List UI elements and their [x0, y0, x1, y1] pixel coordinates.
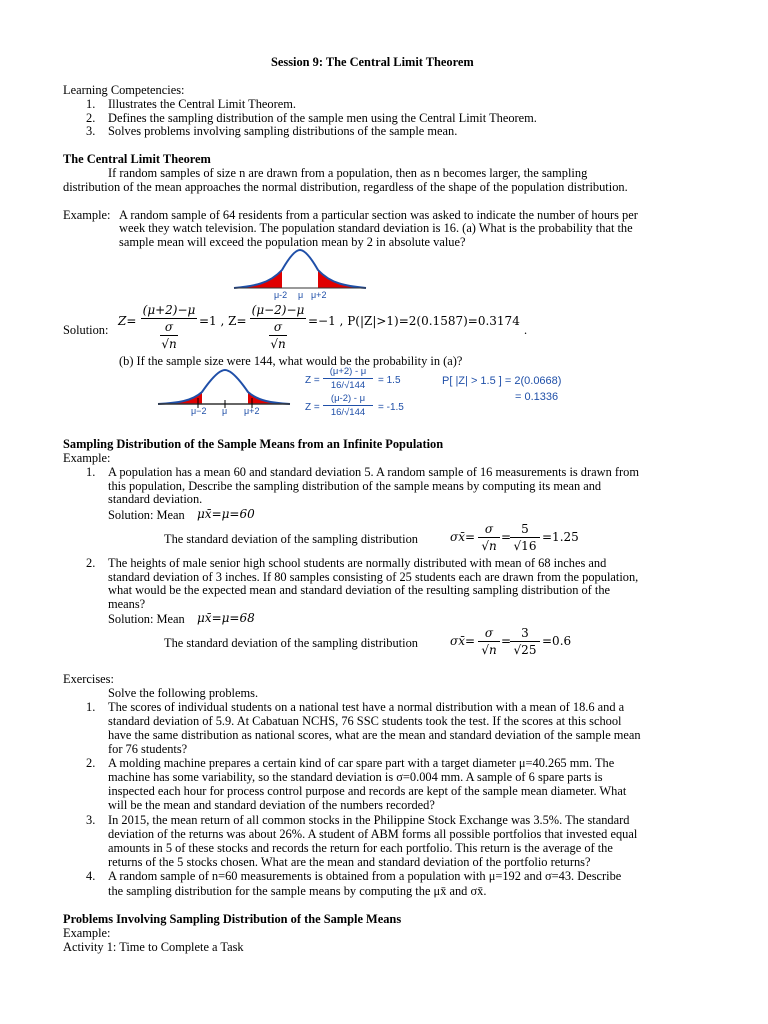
- fraction-subdenominator: √n: [270, 337, 286, 351]
- competency-item: Defines the sampling distribution of the sample men using the Central Limit Theorem.: [108, 111, 537, 125]
- mean-equation: μx̄=μ=68: [197, 611, 255, 625]
- sd-result: =1.25: [542, 530, 579, 544]
- example-label: Example:: [63, 926, 111, 940]
- item-num: 1.: [86, 465, 96, 479]
- competency-num: 3.: [86, 124, 96, 138]
- z-top-result: = 1.5: [378, 375, 401, 386]
- curve-label-mu-minus-2: μ-2: [274, 290, 288, 300]
- curve-label-mu-plus-2: μ+2: [311, 290, 327, 300]
- fraction-denominator: 16/√144: [330, 407, 366, 418]
- exercise-text: A random sample of n=60 measurements is obtained from a population with μ=192 and σ=43. Describe: [108, 869, 622, 883]
- sd-lhs: σx̄=: [450, 530, 476, 544]
- curve2-label-mu: μ: [222, 406, 228, 416]
- page-title: Session 9: The Central Limit Theorem: [271, 55, 474, 69]
- exercise-text: inspected each hour for process control purpose and records are kept of the sample mean diameter. What: [108, 784, 627, 798]
- fraction-denominator: √n: [481, 643, 497, 657]
- item-num: 2.: [86, 556, 96, 570]
- z-bottom-fraction: [323, 393, 373, 418]
- exercise-num: 3.: [86, 813, 96, 827]
- example-text: A random sample of 64 residents from a particular section was asked to indicate the number of hours per: [119, 208, 638, 222]
- example-label: Example:: [63, 451, 111, 465]
- bell-curve: [158, 370, 290, 404]
- z2-probability-result: =−1 , P(|Z|>1)=2(0.1587)=0.3174: [308, 314, 520, 328]
- sd-fraction-1: [478, 522, 500, 553]
- item-text: The heights of male senior high school students are normally distributed with mean of 68 inches and: [108, 556, 607, 570]
- exercise-num: 4.: [86, 869, 96, 883]
- fraction-z1: [141, 303, 197, 351]
- z-top-fraction: [323, 366, 373, 391]
- sd-fraction-2: [510, 522, 540, 553]
- sd-text: The standard deviation of the sampling distribution: [164, 532, 418, 546]
- fraction-denominator: √n: [481, 539, 497, 553]
- bell-curve: [234, 250, 366, 288]
- fraction-denominator: 16/√144: [330, 380, 366, 391]
- example-text: sample mean will exceed the population mean by 2 in absolute value?: [119, 235, 466, 249]
- exercise-text: amounts in 5 of these stocks and records the return for each portfolio. This return is the average of the: [108, 841, 613, 855]
- z-equals: Z=: [118, 314, 137, 328]
- item-text: standard deviation.: [108, 492, 203, 506]
- trailing-period: .: [524, 323, 528, 337]
- fraction-z2: [250, 303, 306, 351]
- fraction-subdenominator: √n: [161, 337, 177, 351]
- probability-line-2: = 0.1336: [515, 391, 559, 403]
- equals-sign: =: [501, 634, 512, 648]
- fraction-numerator: σ: [484, 626, 494, 640]
- exercise-text: have the same distribution as national scores, what are the mean and standard deviation of the sample mean: [108, 728, 641, 742]
- exercises-heading: Exercises:: [63, 672, 114, 686]
- problems-heading: Problems Involving Sampling Distribution of the Sample Means: [63, 912, 402, 926]
- clt-text: distribution of the mean approaches the normal distribution, regardless of the shape of the population distribution.: [63, 180, 628, 194]
- item-text: A population has a mean 60 and standard deviation 5. A random sample of 16 measurements is drawn from: [108, 465, 639, 479]
- fraction-numerator: 3: [521, 626, 529, 640]
- z-top-label: Z =: [305, 375, 320, 386]
- left-tail-shade: [234, 270, 282, 288]
- fraction-numerator: 5: [521, 522, 529, 536]
- fraction-numerator: (μ+2) - μ: [329, 366, 367, 377]
- solution-label: Solution:: [63, 323, 109, 337]
- mean-equation: μx̄=μ=60: [197, 507, 255, 521]
- solution-mean-label: Solution: Mean: [108, 508, 185, 522]
- exercise-text: A molding machine prepares a certain kind of car spare part with a target diameter μ=40.265 mm. The: [108, 756, 615, 770]
- exercises-intro: Solve the following problems.: [108, 686, 259, 700]
- part-b-text: (b) If the sample size were 144, what would be the probability in (a)?: [119, 354, 463, 368]
- clt-text: If random samples of size n are drawn from a population, then as n becomes larger, the sampling: [108, 166, 588, 180]
- fraction-denominator: √16: [513, 539, 537, 553]
- curve2-label-mu-minus-2: μ−2: [191, 406, 207, 416]
- exercise-text: will be the mean and standard deviation of the numbers recorded?: [108, 798, 435, 812]
- exercise-text: In 2015, the mean return of all common stocks in the Philippine Stock Exchange was 3.5%. The standard: [108, 813, 630, 827]
- competency-item: Illustrates the Central Limit Theorem.: [108, 97, 296, 111]
- fraction-denominator: σ: [273, 320, 283, 334]
- sd-fraction-2: [510, 626, 540, 657]
- z-bottom-label: Z =: [305, 402, 320, 413]
- clt-heading: The Central Limit Theorem: [63, 152, 211, 166]
- item-text: standard deviation of 3 inches. If 80 samples consisting of 25 students each are drawn from the population,: [108, 570, 639, 584]
- example-text: week they watch television. The population standard deviation is 16. (a) What is the probability that the: [119, 221, 633, 235]
- sd-result: =0.6: [542, 634, 572, 648]
- curve-label-mu: μ: [298, 290, 304, 300]
- infinite-heading: Sampling Distribution of the Sample Means from an Infinite Population: [63, 437, 444, 451]
- fraction-denominator: σ: [164, 320, 174, 334]
- exercise-text: for 76 students?: [108, 742, 188, 756]
- exercise-text: machine has some variability, so the standard deviation is σ=0.004 mm. A sample of 6 spare parts is: [108, 770, 603, 784]
- z-bottom-result: = -1.5: [378, 402, 404, 413]
- sd-text: The standard deviation of the sampling distribution: [164, 636, 418, 650]
- item-text: this population, Describe the sampling distribution of the sample means by computing its mean and: [108, 479, 602, 493]
- activity-title: Activity 1: Time to Complete a Task: [63, 940, 244, 954]
- equals-sign: =: [501, 530, 512, 544]
- competencies-heading: Learning Competencies:: [63, 83, 185, 97]
- z1-result: =1 , Z=: [199, 314, 247, 328]
- fraction-numerator: σ: [484, 522, 494, 536]
- exercise-num: 2.: [86, 756, 96, 770]
- competency-num: 2.: [86, 111, 96, 125]
- competency-num: 1.: [86, 97, 96, 111]
- item-text: what would be the expected mean and standard deviation of the resulting sampling distribution of the: [108, 583, 611, 597]
- exercise-text: deviation of the returns was about 26%. A student of ABM forms all possible portfolios that invested equal: [108, 827, 638, 841]
- fraction-numerator: (μ+2)−μ: [142, 303, 196, 317]
- curve2-label-mu-plus-2: μ+2: [244, 406, 260, 416]
- exercise-text: returns of the 5 stocks chosen. What are the mean and standard deviation of the portfolio returns?: [108, 855, 591, 869]
- fraction-numerator: (μ-2) - μ: [330, 393, 366, 404]
- exercise-text: standard deviation of 5.9. At Cabatuan NCHS, 76 SSC students took the test. If the scores at this school: [108, 714, 622, 728]
- sd-lhs: σx̄=: [450, 634, 476, 648]
- item-text: means?: [108, 597, 146, 611]
- exercise-num: 1.: [86, 700, 96, 714]
- solution-mean-label: Solution: Mean: [108, 612, 185, 626]
- exercise-text: the sampling distribution for the sample means by computing the μx̄ and σx̄.: [108, 884, 487, 898]
- sd-fraction-1: [478, 626, 500, 657]
- fraction-denominator: √25: [513, 643, 537, 657]
- right-tail-shade: [318, 270, 366, 288]
- fraction-numerator: (μ−2)−μ: [251, 303, 305, 317]
- exercise-text: The scores of individual students on a national test have a normal distribution with a mean of 18.6 and a: [108, 700, 625, 714]
- example-label: Example:: [63, 208, 111, 222]
- competency-item: Solves problems involving sampling distributions of the sample mean.: [108, 124, 458, 138]
- probability-line-1: P[ |Z| > 1.5 ] = 2(0.0668): [442, 375, 562, 387]
